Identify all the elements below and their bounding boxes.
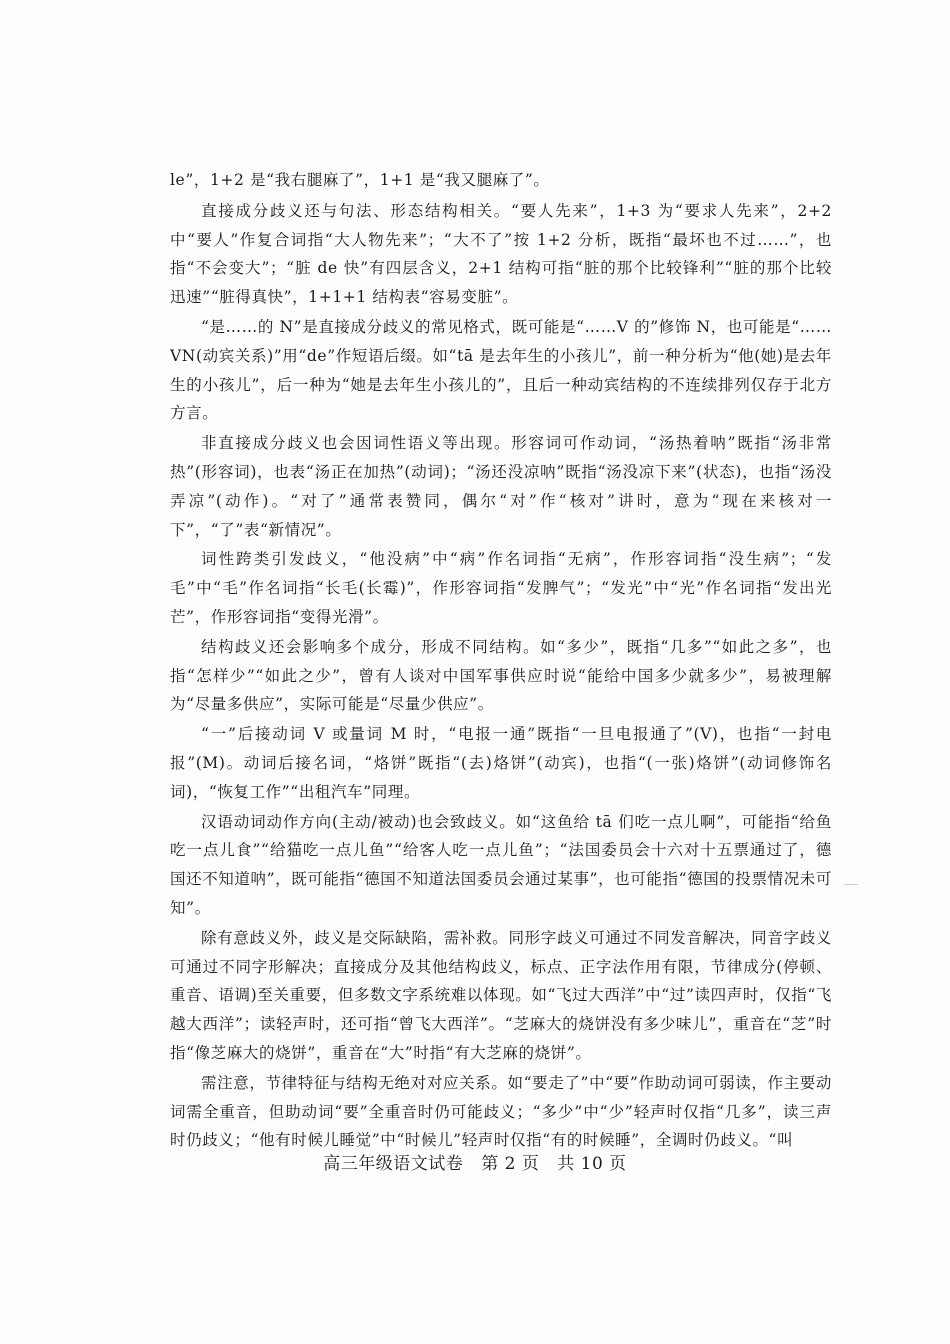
- paragraph-yi: “一”后接动词 V 或量词 M 时，“电报一通”既指“一旦电报通了”(V)，也指“一封电报”(M)。动词后接名词，“烙饼”既指“(去)烙饼”(动宾)，也指“(一张)烙饼”(动词修饰名词)，“恢复工作”“出租汽车”同理。: [170, 725, 832, 801]
- page-number: 第 2 页: [481, 1154, 540, 1174]
- page-total: 共 10 页: [557, 1154, 627, 1174]
- paragraph-rhythm: 需注意，节律特征与结构无绝对对应关系。如“要走了”中“要”作助动词可弱读，作主要动词需全重音，但助动词“要”全重音时仍可能歧义；“多少”中“少”轻声时仅指“几多”，读三声时仍歧义；“他有时候儿睡觉”中“时候儿”轻声时仅指“有的时候睡”，全调时仍歧义。“叫: [170, 1073, 832, 1150]
- paragraph-structure: 结构歧义还会影响多个成分，形成不同结构。如“多少”，既指“几多”“如此之多”，也指“怎样少”“如此之少”，曾有人谈对中国军事供应时说“能给中国多少就多少”，易被理解为“尽量多供应”，实际可能是“尽量少供应”。: [170, 637, 832, 714]
- document-body: [170, 166, 832, 1155]
- paragraph-verb-direction: 汉语动词动作方向(主动/被动)也会致歧义。如“这鱼给 tā 们吃一点儿啊”，可能指“给鱼吃一点儿食”“给猫吃一点儿鱼”“给客人吃一点儿鱼”；“法国委员会十六对十五票通过了，德国还不知道呐”，既可能指“德国不知道法国委员会通过某事”，也可能指“德国的投票情况未可知”。: [170, 812, 832, 917]
- page-footer: [0, 1149, 950, 1174]
- exam-title: 高三年级语文试卷: [323, 1154, 464, 1174]
- paragraph-remedy: 除有意歧义外，歧义是交际缺陷，需补救。同形字歧义可通过不同发音解决，同音字歧义可通过不同字形解决；直接成分及其他结构歧义，标点、正字法作用有限，节律成分(停顿、重音、语调)至关重要，但多数文字系统难以体现。如“飞过大西洋”中“过”读四声时，仅指“飞越大西洋”；读轻声时，还可指“曾飞大西洋”。“芝麻大的烧饼没有多少味儿”，重音在“芝”时指“像芝麻大的烧饼”，重音在“大”时指“有大芝麻的烧饼”。: [170, 928, 832, 1062]
- paragraph-non-direct: 非直接成分歧义也会因词性语义等出现。形容词可作动词，“汤热着呐”既指“汤非常热”(形容词)，也表“汤正在加热”(动词)；“汤还没凉呐”既指“汤没凉下来”(状态)，也指“汤没弄凉”(动作)。“对了”通常表赞同，偶尔“对”作“核对”讲时，意为“现在来核对一下”，“了”表“新情况”。: [170, 434, 832, 539]
- paragraph-shi-de-n: “是……的 N”是直接成分歧义的常见格式，既可能是“……V 的”修饰 N，也可能是“……VN(动宾关系)”用“de”作短语后缀。如“tā 是去年生的小孩儿”，前一种分析为“他(她)是去年生的小孩儿”，后一种为“她是去年生小孩儿的”，且后一种动宾结构的不连续排列仅存于北方方言。: [170, 317, 832, 423]
- scan-artifact: [844, 884, 858, 885]
- paragraph-direct-constituent: 直接成分歧义还与句法、形态结构相关。“要人先来”，1+3 为“要求人先来”，2+2 中“要人”作复合词指“大人物先来”；“大不了”按 1+2 分析，既指“最坏也不过……”，也指“不会变大”；“脏 de 快”有四层含义，2+1 结构可指“脏的那个比较锋利”“脏的那个比较迅速”“脏得真快”，1+1+1 结构表“容易变脏”。: [170, 201, 832, 307]
- paragraph-word-class: 词性跨类引发歧义，“他没病”中“病”作名词指“无病”，作形容词指“没生病”；“发毛”中“毛”作名词指“长毛(长霉)”，作形容词指“发脾气”；“发光”中“光”作名词指“发出光芒”，作形容词指“变得光滑”。: [170, 550, 832, 626]
- paragraph-continuation: le”，1+2 是“我右腿麻了”，1+1 是“我又腿麻了”。: [170, 171, 550, 189]
